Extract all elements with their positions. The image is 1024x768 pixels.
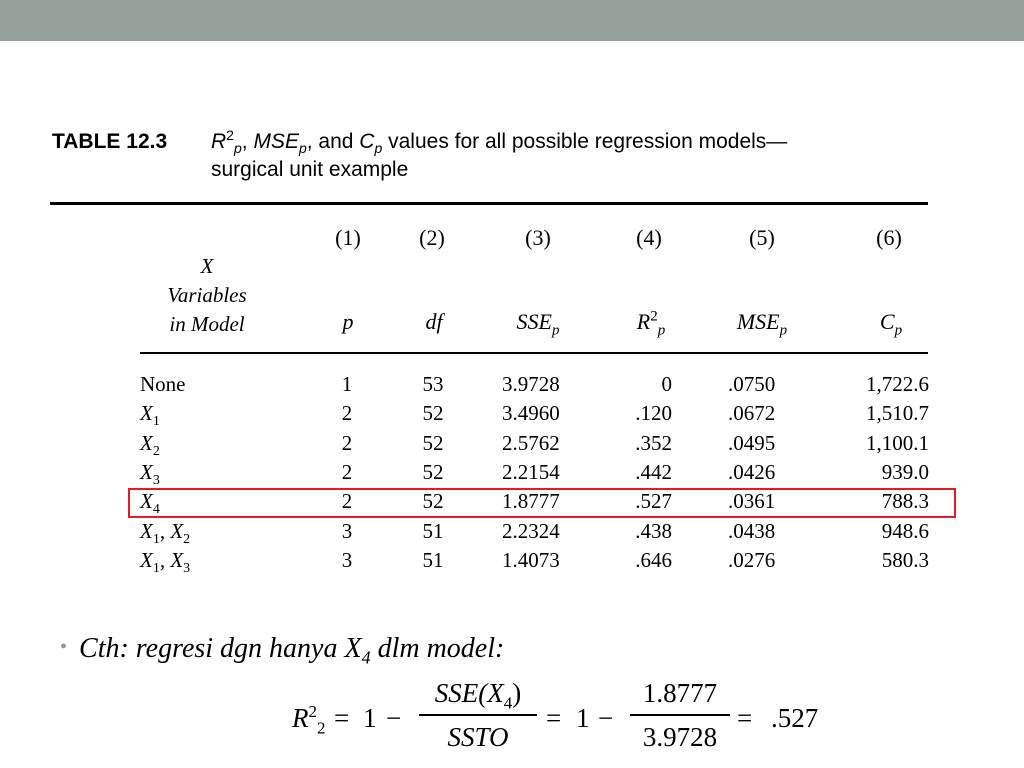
x-variables-header: X Variables in Model: [167, 254, 247, 336]
table-label: TABLE 12.3: [52, 130, 168, 153]
cp-cell: 788.3: [881, 489, 929, 514]
mse-cell: .0426: [728, 459, 776, 484]
col-number-4: (4): [636, 225, 662, 250]
sse-cell: 1.8777: [502, 489, 560, 514]
cp-cell: 948.6: [881, 518, 929, 543]
bullet-text: Cth: regresi dgn hanya X: [79, 633, 362, 664]
title-symbols: $R^2_p$, $MSE_p$, and $C_p$: [211, 127, 383, 157]
df-cell: 52: [422, 430, 444, 455]
mse-cell: .0672: [728, 401, 776, 426]
bullet-tail: dlm model:: [370, 633, 505, 664]
r-squared-formula: [0, 678, 1024, 768]
r2-cell: .352: [635, 430, 672, 455]
model-cell: $X_2$: [140, 430, 160, 459]
p-cell: 2: [341, 430, 353, 455]
sse-cell: 2.2154: [502, 459, 560, 484]
fraction-symbolic: [419, 678, 537, 758]
col-number-2: (2): [419, 225, 445, 250]
numerator-numeric: 1.8777: [642, 678, 718, 708]
formula-one-b: 1: [576, 703, 590, 733]
r2-cell: 0: [661, 372, 672, 396]
mse-cell: .0361: [728, 489, 776, 514]
model-cell: $X_3$: [140, 459, 160, 489]
bullet-example: [60, 633, 505, 668]
model-cell: None: [140, 372, 186, 396]
slide-top-bar: [0, 0, 1024, 41]
df-cell: 53: [422, 372, 444, 396]
col-number-6: (6): [876, 225, 902, 250]
col-header-mse: $MSE_p$: [736, 309, 788, 339]
df-cell: 52: [422, 459, 444, 484]
header-bottom-rule: [140, 352, 928, 354]
r2-cell: .438: [635, 518, 672, 543]
equals-sign-1: =: [334, 703, 350, 733]
r2-cell: .646: [635, 547, 672, 572]
sse-cell: 2.5762: [502, 430, 560, 455]
title-line1: values for all possible regression models—: [388, 130, 788, 153]
sse-cell: 3.9728: [502, 372, 560, 396]
table-row: [0, 548, 1024, 577]
col-header-cp: $C_p$: [879, 309, 903, 339]
bullet-dot: •: [60, 636, 68, 658]
minus-sign-1: −: [386, 703, 402, 733]
table-row: [0, 431, 1024, 460]
df-cell: 51: [422, 518, 444, 543]
mse-cell: .0750: [728, 372, 776, 396]
sse-cell: 3.4960: [502, 401, 560, 426]
regression-table-body: [0, 365, 1024, 576]
minus-sign-2: −: [598, 703, 614, 733]
cp-cell: 1,510.7: [866, 401, 929, 426]
r2-cell: .442: [635, 459, 672, 484]
highlight-box-x4: [128, 488, 956, 518]
model-cell: $X_1$: [140, 401, 160, 430]
col-number-3: (3): [525, 225, 551, 250]
fraction-bar-1: [419, 714, 537, 716]
model-cell: $X_4$: [140, 489, 160, 518]
formula-result: .527: [771, 703, 819, 733]
table-row: [0, 372, 1024, 401]
p-cell: 3: [341, 518, 353, 543]
table-row: [0, 460, 1024, 489]
table-top-rule: [50, 202, 928, 205]
formula-one-a: 1: [363, 703, 377, 733]
table-row: [0, 401, 1024, 430]
p-cell: 2: [341, 401, 353, 426]
table-title: [211, 128, 911, 184]
title-line2: surgical unit example: [211, 158, 409, 181]
sse-cell: 2.2324: [502, 518, 560, 543]
df-cell: 52: [422, 401, 444, 426]
cp-cell: 1,722.6: [866, 372, 929, 396]
col-number-1: (1): [335, 225, 361, 250]
denominator-numeric: 3.9728: [642, 722, 718, 752]
col-header-sse: $SSE_p$: [516, 309, 560, 339]
cp-cell: 939.0: [881, 459, 929, 484]
model-cell: $X_1$, $X_2$: [140, 518, 191, 547]
df-cell: 51: [422, 547, 444, 572]
mse-cell: .0438: [728, 518, 776, 543]
df-cell: 52: [422, 489, 444, 514]
col-header-p: p: [342, 309, 354, 334]
p-cell: 1: [341, 372, 353, 396]
r2-cell: .527: [635, 489, 672, 514]
p-cell: 2: [341, 489, 353, 514]
col-header-r2: $R^2_p$: [636, 308, 666, 339]
formula-lhs: $R^2_2$: [292, 702, 326, 738]
p-cell: 3: [341, 547, 353, 572]
fraction-bar-2: [630, 714, 730, 716]
equals-sign-3: =: [737, 703, 753, 733]
cp-cell: 1,100.1: [866, 430, 929, 455]
numerator-symbolic: $SSE(X_4)$: [434, 678, 522, 713]
col-number-5: (5): [749, 225, 775, 250]
table-row: [0, 519, 1024, 548]
equals-sign-2: =: [546, 703, 562, 733]
fraction-numeric: [630, 678, 730, 758]
p-cell: 2: [341, 459, 353, 484]
r2-cell: .120: [635, 401, 672, 426]
sse-cell: 1.4073: [502, 547, 560, 572]
cp-cell: 580.3: [881, 547, 929, 572]
mse-cell: .0276: [728, 547, 776, 572]
denominator-symbolic: SSTO: [447, 722, 509, 752]
col-header-df: df: [425, 309, 443, 334]
mse-cell: .0495: [728, 430, 776, 455]
bullet-subscript: 4: [361, 647, 371, 668]
model-cell: $X_1$, $X_3$: [140, 547, 191, 576]
